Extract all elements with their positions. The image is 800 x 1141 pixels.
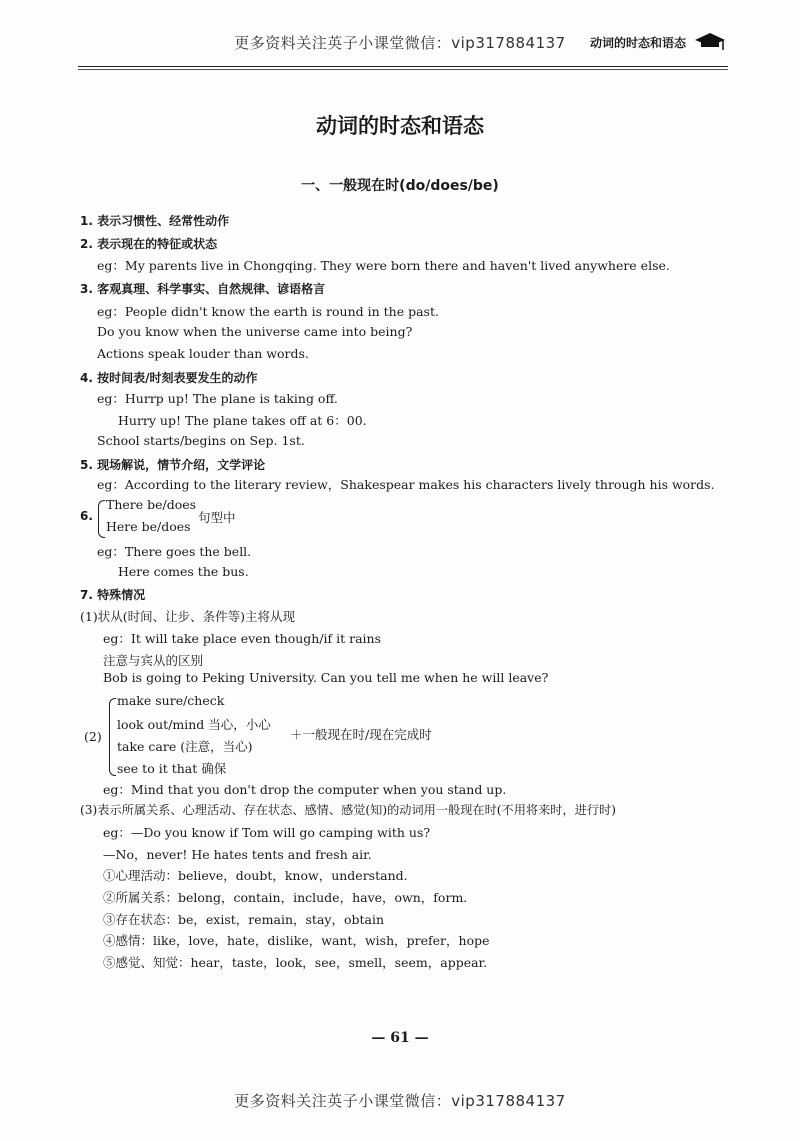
point-3-example-1: eg：People didn't know the earth is round in the past.: [97, 304, 439, 319]
point-7-1-note: 注意与宾从的区别: [103, 653, 204, 668]
point-7-1-example: eg：It will take place even though/if it rains: [103, 631, 382, 646]
verb-list-mental: ①心理活动：believe，doubt，know，understand.: [103, 868, 408, 883]
running-title: 动词的时态和语态: [590, 36, 687, 50]
point-6-option-b: Here be/does: [106, 519, 191, 534]
section-heading: 一、一般现在时(do/does/be): [301, 178, 499, 194]
page-number: — 61 —: [371, 1030, 429, 1046]
verb-list-emotion: ④感情：like，love，hate，dislike，want，wish，prefer，hope: [103, 933, 490, 948]
point-7-3: (3)表示所属关系、心理活动、存在状态、感情、感觉(知)的动词用一般现在时(不用将来时，进行时): [80, 803, 616, 817]
header-rule: [78, 66, 728, 67]
point-5: 5. 现场解说，情节介绍，文学评论: [80, 458, 266, 472]
point-7-2-item-4: see to it that 确保: [117, 761, 227, 776]
point-3-example-2: Do you know when the universe came into being?: [97, 324, 413, 339]
point-7-3-example-2: —No，never! He hates tents and fresh air.: [103, 847, 372, 862]
point-6-tail: 句型中: [198, 510, 236, 525]
point-1: 1. 表示习惯性、经常性动作: [80, 214, 230, 228]
point-7-2-brace: [109, 698, 116, 776]
point-7-2-tail: ＋一般现在时/现在完成时: [290, 727, 432, 742]
verb-list-existence: ③存在状态：be，exist，remain，stay，obtain: [103, 912, 385, 927]
point-6-example-1: eg：There goes the bell.: [97, 544, 252, 559]
graduation-cap-icon: [693, 28, 727, 52]
point-7: 7. 特殊情况: [80, 588, 146, 602]
verb-list-perception: ⑤感觉、知觉：hear，taste，look，see，smell，seem，appear.: [103, 955, 488, 970]
point-7-2-item-1: make sure/check: [117, 693, 225, 708]
point-4-example-2: Hurry up! The plane takes off at 6：00.: [118, 413, 367, 428]
point-2-example: eg：My parents live in Chongqing. They were born there and haven't lived anywhere else.: [97, 258, 670, 273]
point-3-example-3: Actions speak louder than words.: [97, 346, 309, 361]
point-7-2-item-3: take care (注意，当心): [117, 739, 253, 754]
point-5-example: eg：According to the literary review，Shakespear makes his characters lively through his words.: [97, 477, 715, 492]
point-6-brace: [98, 500, 105, 538]
page-title: 动词的时态和语态: [316, 114, 484, 138]
point-7-3-example-1: eg：—Do you know if Tom will go camping with us?: [103, 825, 431, 840]
header-rule-thin: [78, 69, 728, 70]
verb-list-possession: ②所属关系：belong，contain，include，have，own，form.: [103, 890, 468, 905]
point-7-1: (1)状从(时间、让步、条件等)主将从现: [80, 609, 295, 624]
point-6-option-a: There be/does: [106, 497, 197, 512]
footer-watermark: 更多资料关注英子小课堂微信：vip317884137: [234, 1092, 566, 1110]
point-7-2-number: (2): [84, 729, 102, 744]
point-3: 3. 客观真理、科学事实、自然规律、谚语格言: [80, 282, 326, 296]
point-6-example-2: Here comes the bus.: [118, 564, 249, 579]
point-7-2-example: eg：Mind that you don't drop the computer when you stand up.: [103, 782, 507, 797]
point-4-example-3: School starts/begins on Sep. 1st.: [97, 433, 305, 448]
point-6-number: 6.: [80, 509, 93, 523]
header-watermark: 更多资料关注英子小课堂微信：vip317884137: [234, 34, 566, 52]
point-7-2-item-2: look out/mind 当心，小心: [117, 717, 271, 732]
point-7-1-example-2: Bob is going to Peking University. Can you tell me when he will leave?: [103, 670, 549, 685]
point-4-example-1: eg：Hurrp up! The plane is taking off.: [97, 391, 338, 406]
point-2: 2. 表示现在的特征或状态: [80, 237, 218, 251]
point-4: 4. 按时间表/时刻表要发生的动作: [80, 371, 258, 385]
